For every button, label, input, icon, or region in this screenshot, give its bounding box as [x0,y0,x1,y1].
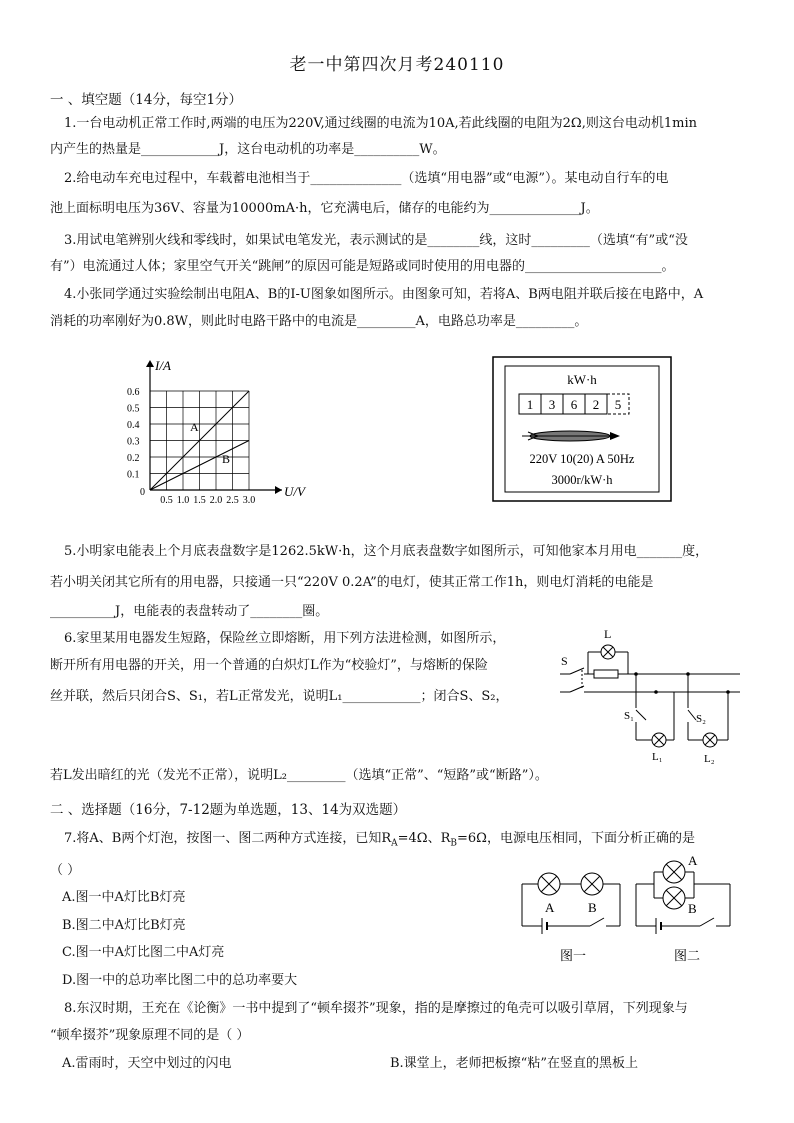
lamp-l2-label: L₂ [704,753,715,765]
y-axis-label: I/A [155,358,171,373]
switch-s2 [688,710,696,720]
fuse-circuit [548,622,744,768]
q8-option-b: B.课堂上，老师把板擦“粘”在竖直的黑板上 [390,1056,638,1071]
main-switch-s [560,668,584,692]
q8-line-1: 8.东汉时期，王充在《论衡》一书中提到了“顿牟掇芥”现象，指的是摩擦过的龟壳可以吸引草屑，下列现象与 [64,1001,688,1016]
q2-line-1: 2.给电动车充电过程中，车载蓄电池相当于______________（选填“用电器”或“电源”）。某电动自行车的电 [64,171,669,186]
x-axis-label: U/V [284,484,305,499]
series-b-label: B [222,452,231,466]
y-tick-label: 0.3 [127,436,140,448]
meter-digit-4: 2 [592,397,600,412]
q7-option-d: D.图一中的总功率比图二中的总功率要大 [62,973,298,988]
page-title: 老一中第四次月考240110 [289,55,505,75]
q1-line-1: 1.一台电动机正常工作时,两端的电压为220V,通过线圈的电流为10A,若此线圈的电阻为2Ω,则这台电动机1min [64,116,697,131]
q3-line-1: 3.用试电笔辨别火线和零线时，如果试电笔发光，表示测试的是________线，这时_________（选填“有”或“没 [64,233,688,248]
q5-line-3: __________J，电能表的表盘转动了________圈。 [50,604,329,619]
y-tick-label: 0.5 [127,403,140,415]
q6-line-1: 6.家里某用电器发生短路，保险丝立即熔断，用下列方法进检测，如图所示， [64,631,506,646]
series-a-label: A [190,420,199,434]
x-tick-label: 1.5 [193,495,206,506]
fig2-label-a: A [688,853,698,868]
q7-answer-paren: （ ） [50,863,81,878]
y-tick-label: 0.1 [127,469,140,481]
origin-label: 0 [140,487,145,498]
q6-line-2: 断开所有用电器的开关，用一个普通的白炽灯L作为“校验灯”，与熔断的保险 [50,658,488,673]
y-tick-label: 0.4 [127,420,140,431]
meter-unit: kW·h [567,372,597,387]
circuit-figure-2 [636,853,730,963]
q1-line-2: 内产生的热量是____________J，这台电动机的功率是__________W。 [50,142,446,157]
energy-meter [492,356,672,502]
switch-s-label: S [561,654,568,668]
q4-line-2: 消耗的功率刚好为0.8W，则此时电路干路中的电流是_________A，电路总功率是_________。 [50,314,588,329]
meter-rate: 3000r/kW·h [551,473,613,487]
fig1-label-a: A [545,900,555,915]
fig2-caption: 图二 [674,948,701,963]
q7-option-b: B.图二中A灯比B灯亮 [62,918,186,933]
x-tick-label: 3.0 [242,495,256,506]
x-tick-label: 2.5 [226,495,239,506]
meter-spec: 220V 10(20) A 50Hz [529,452,635,466]
q7-stem: 7.将A、B两个灯泡，按图一、图二两种方式连接，已知$R_A=4\Omega$、$R_B=6\Omega$，电源电压相同，下面分析正确的是 [64,831,695,849]
q8-line-2: “顿牟掇芥”现象原理不同的是（ ） [50,1028,250,1043]
q7-option-c: C.图一中A灯比图二中A灯亮 [62,945,225,960]
meter-digit-3: 6 [570,397,578,412]
x-tick-label: 0.5 [160,495,173,506]
y-axis-arrow [146,360,154,367]
y-tick-label: 0.2 [127,453,140,464]
x-tick-label: 1.0 [176,495,190,506]
circuit-figure-1 [522,873,620,963]
fig1-caption: 图一 [560,948,587,963]
x-tick-label: 2.0 [209,495,223,506]
q6-line-3: 丝并联，然后只闭合S、S₁，若L正常发光，说明L₁____________；闭合S、S₂， [50,689,509,704]
fuse [594,670,618,678]
q7-circuits [514,852,754,968]
lamp-l1-label: L₁ [652,751,663,763]
q8-option-a: A.雷雨时，天空中划过的闪电 [62,1056,232,1071]
q5-line-2: 若小明关闭其它所有的用电器，只接通一只“220V 0.2A”的电灯，使其正常工作1h，则电灯消耗的电能是 [50,575,654,590]
meter-digit-5: 5 [614,397,622,412]
switch-s1 [636,710,646,720]
section-choice-heading: 二 、选择题（16分，7-12题为单选题，13、14为双选题） [50,802,407,818]
q7-option-a: A.图一中A灯比B灯亮 [62,890,186,905]
switch-s2-label: S₂ [696,713,706,725]
fig2-label-b: B [688,901,697,916]
q2-line-2: 池上面标明电压为36V、容量为10000mA·h，它充满电后，储存的电能约为______________J。 [50,201,599,216]
q4-line-1: 4.小张同学通过实验绘制出电阻A、B的I-U图象如图所示。由图象可知，若将A、B两电阻并联后接在电路中，A [64,287,704,302]
q5-line-1: 5.小明家电能表上个月底表盘数字是1262.5kW·h，这个月底表盘数字如图所示，可知他家本月用电_______度， [64,544,709,559]
switch-s1-label: S₁ [624,710,634,722]
section-fill-in-heading: 一 、填空题（14分，每空1分） [50,92,243,108]
fig1-label-b: B [588,900,597,915]
q3-line-2: 有”）电流通过人体；家里空气开关“跳闸”的原因可能是短路或同时使用的用电器的_____________________。 [50,259,675,274]
iu-graph [122,352,322,507]
q6-line-4: 若L发出暗红的光（发光不正常），说明L₂_________（选填“正常”、“短路”或“断路”）。 [50,768,548,783]
lamp-l-label: L [604,627,612,641]
meter-digit-1: 1 [526,397,534,412]
y-tick-label: 0.6 [127,387,140,398]
x-axis-arrow [275,486,282,494]
meter-digit-2: 3 [548,397,556,412]
